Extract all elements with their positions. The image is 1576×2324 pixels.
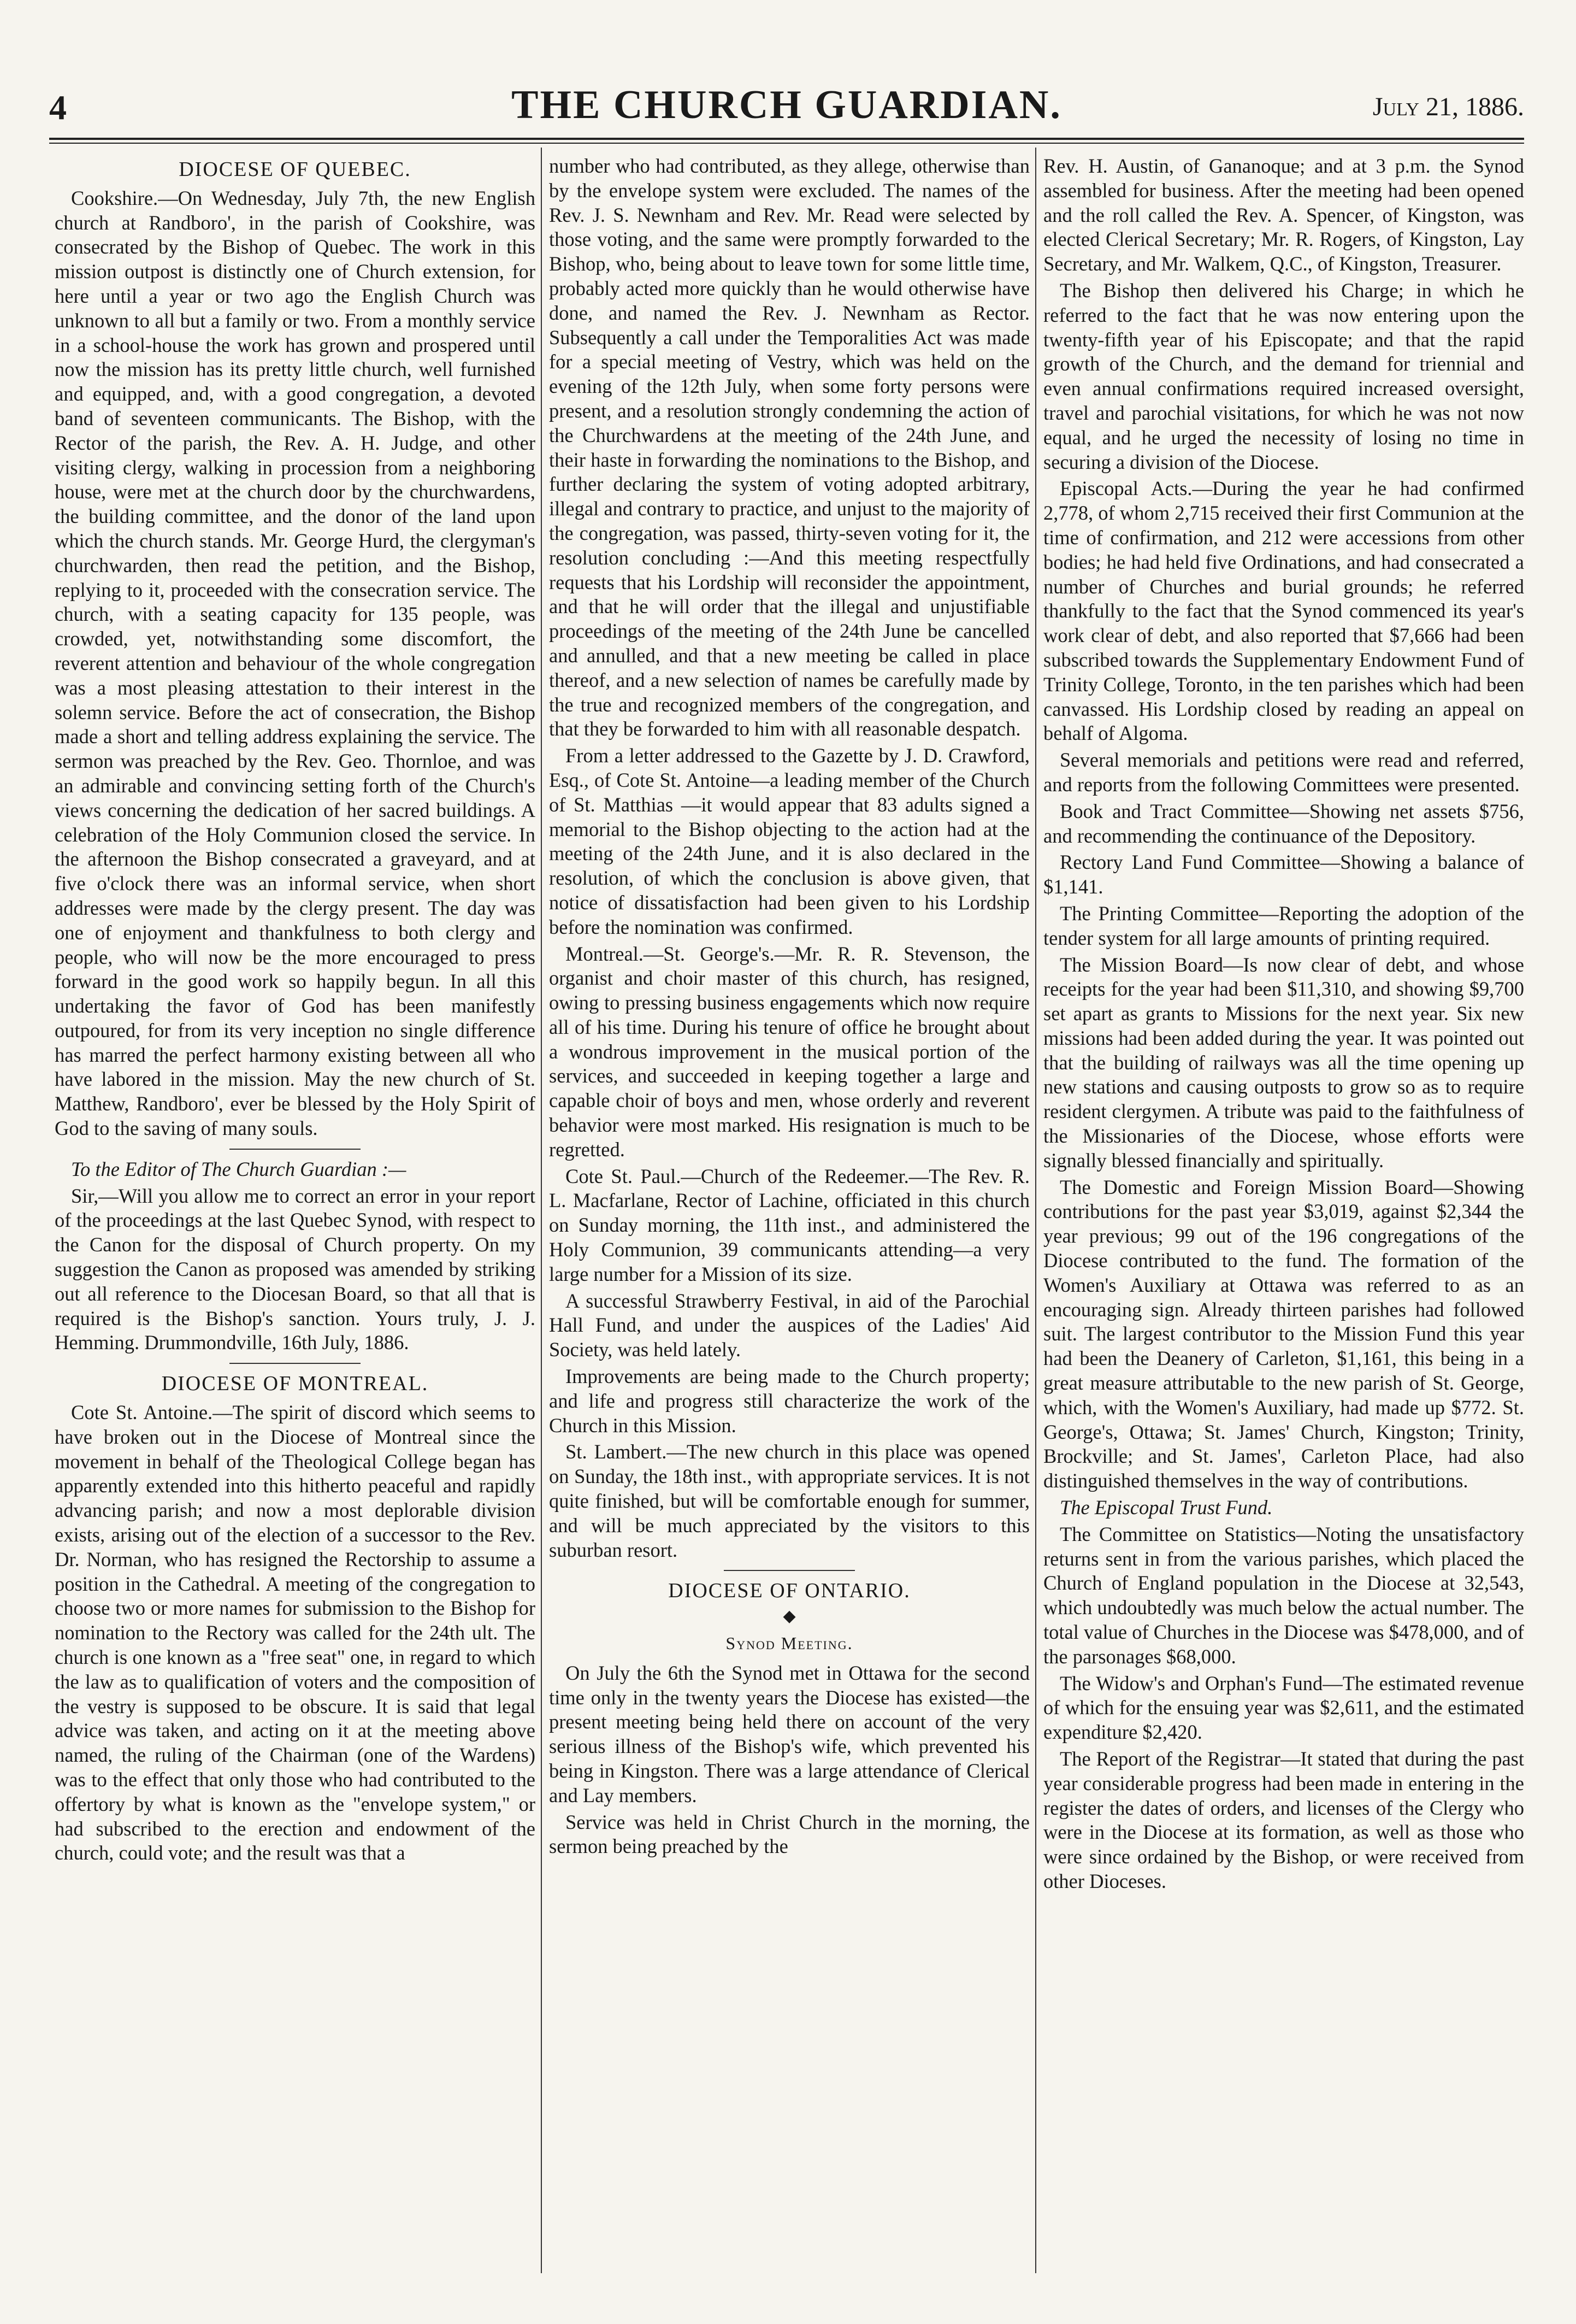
article-episcopal-acts: Episcopal Acts.—During the year he had confirmed 2,778, of whom 2,715 received their first Communion at the time of confirmation, and 212 were accessions from other bodies; he had held five Ordinations, and had consecrated a number of Churches and burial grounds; he referred thankfully to the fact that the Synod commenced its year's work clear of debt, and also reported that $7,666 had been subscribed towards the Supplementary Endowment Fund of Trinity College, Toronto, in the ten parishes which had been canvassed. His Lordship closed by reading an appeal on behalf of Algoma. <box>1043 477 1524 745</box>
report-printing: The Printing Committee—Reporting the adoption of the tender system for all large amounts of printing required. <box>1043 902 1524 949</box>
section-rule <box>724 1570 855 1571</box>
article-cookshire: Cookshire.—On Wednesday, July 7th, the new English church at Randboro', in the parish of Cookshire, was consecrated by the Bishop of Quebec. The work in this mission outpost is distinctly one of Church extension, for here until a year or two ago the English Church was unknown to all but a family or two. From a monthly service in a school-house the work has grown and prospered until now the mission has its pretty little church, well furnished and equipped, and, with a good congregation, a devoted band of seventeen communicants. The Bishop, with the Rector of the parish, the Rev. A. H. Judge, and other visiting clergy, walking in procession from a neighboring house, were met at the church door by the churchwardens, the building committee, and the donor of the land upon which the church stands. Mr. George Hurd, the clergyman's churchwarden, then read the petition, and the Bishop, replying to it, proceeded with the consecration service. The church, with a seating capacity for 135 people, was crowded, yet, notwithstanding some discomfort, the reverent attention and behaviour of the whole congregation was a most pleasing attestation to their interest in the solemn service. Before the act of consecration, the Bishop made a short and telling address explaining the service. The sermon was preached by the Rev. Geo. Thornloe, and was an admirable and convincing setting forth of the Church's views concerning the dedication of her sacred buildings. A celebration of the Holy Communion closed the service. In the afternoon the Bishop consecrated a graveyard, and at five o'clock there was an informal service, when short addresses were made by the clergy present. The day was one of enjoyment and thankfulness to both clergy and people, who will now be the more encouraged to press forward in the good work so happily begun. In all this undertaking the favor of God has been manifestly outpoured, for from its very inception no single difference has marred the perfect harmony existing between all who have labored in the mission. May the new church of St. Matthew, Randboro', ever be blessed by the Holy Spirit of God to the saving of many souls. <box>55 186 535 1140</box>
section-heading-montreal: DIOCESE OF MONTREAL. <box>161 1372 429 1396</box>
report-book-tract: Book and Tract Committee—Showing net assets $756, and recommending the continuance of the Depository. <box>1043 799 1524 847</box>
letter-salutation: To the Editor of The Church Guardian :— <box>71 1157 406 1180</box>
article-gazette-letter: From a letter addressed to the Gazette by J. D. Crawford, Esq., of Cote St. Antoine—a leading member of the Church of St. Matthias —it would appear that 83 adults signed a memorial to the Bishop objecting to the action had at the meeting of the 24th June, and it is also declared in the resolution, of which the conclusion is above given, that notice of dissatisfaction had been given to his Lordship before the nomination was confirmed. <box>549 744 1030 938</box>
article-strawberry-festival: A successful Strawberry Festival, in aid of the Parochial Hall Fund, and under the auspices of the Ladies' Aid Society, was held lately. <box>549 1289 1030 1361</box>
article-st-georges: Montreal.—St. George's.—Mr. R. R. Stevenson, the organist and choir master of this church, has resigned, owing to pressing business engagements which now require all of his time. During his tenure of office he brought about a wondrous improvement in the musical portion of the services, and succeeded in keeping together a large and capable choir of boys and men, whose orderly and reverent behavior were most marked. His resignation is much to be regretted. <box>549 942 1030 1161</box>
article-cote-st-antoine-cont: number who had contributed, as they allege, otherwise than by the envelope system were excluded. The names of the Rev. J. S. Newnham and Rev. Mr. Read were selected by those voting, and the same were promptly forwarded to the Bishop, who, being about to leave town for some little time, probably acted more quickly than he would otherwise have done, and named the Rev. J. Newnham as Rector. Subsequently a call under the Temporalities Act was made for a special meeting of Vestry, which was held on the evening of the 12th July, when some forty persons were present, and a resolution strongly condemning the action of the Churchwardens at the meeting of the 24th June, and their haste in forwarding the nominations to the Bishop, and further declaring the system of voting adopted arbitrary, illegal and contrary to practice, and unjust to the majority of the congregation, was passed, thirty-seven voting for it, the resolution concluding :—And this meeting respectfully requests that his Lordship will reconsider the appointment, and that he will order that the illegal and unjustifiable proceedings of the meeting of the 24th June be cancelled and annulled, and that a new meeting be called in place thereof, and a new selection of names be carefully made by the true and recognized members of the congregation, and that they be forwarded to him with all reasonable despatch. <box>549 155 1030 740</box>
article-cote-st-paul: Cote St. Paul.—Church of the Redeemer.—The Rev. R. L. Macfarlane, Rector of Lachine, officiated in this church on Sunday morning, the 11th inst., and administered the Holy Communion, 39 communicants attending—a very large number for a Mission of its size. <box>549 1164 1030 1285</box>
report-mission-board: The Mission Board—Is now clear of debt, and whose receipts for the year had been $11,310, and showing $9,700 set apart as grants to Missions for the next year. Six new missions had been added during the year. It was pointed out that the building of railways was all the time opening up new stations and causing outposts to grow so as to require resident clergymen. A tribute was paid to the faithfulness of the Missionaries of the Diocese, whose efforts were signally blessed financially and spiritually. <box>1043 953 1524 1172</box>
column-3 <box>1043 154 1524 2274</box>
masthead-rule <box>49 138 1524 144</box>
report-episcopal-trust: The Episcopal Trust Fund. <box>1060 1496 1273 1519</box>
article-cote-st-antoine: Cote St. Antoine.—The spirit of discord which seems to have broken out in the Diocese of Montreal since the movement in behalf of the Theological College began has apparently extended into this hitherto peaceful and rapidly advancing parish; and now a most deplorable division exists, arising out of the election of a successor to the Rev. Dr. Norman, who has resigned the Rectorship to assume a position in the Cathedral. A meeting of the congregation to choose two or more names for submission to the Bishop for nomination to the Rectory was called for the 24th ult. The church is one known as a "free seat" one, in regard to which the law as to qualification of voters and the composition of the vestry is supposed to be obscure. It is said that legal advice was taken, and acting on it at the meeting above named, the ruling of the Chairman (one of the Wardens) was to the effect that only those who had contributed to the offertory by what is known as the "envelope system," or had subscribed to the erection and endowment of the church, could vote; and the result was that a <box>55 1401 535 1864</box>
article-synod-opening: On July the 6th the Synod met in Ottawa for the second time only in the twenty years the Diocese has existed—the present meeting being held there on account of the very serious illness of the Bishop's wife, which prevented his being in Kingston. There was a large attendance of Clerical and Lay members. <box>549 1661 1030 1807</box>
report-domestic-foreign: The Domestic and Foreign Mission Board—Showing contributions for the past year $3,019, against $2,344 the year previous; 99 out of the 196 congregations of the Diocese contributed to the fund. The formation of the Women's Auxiliary at Ottawa was referred to as an encouraging sign. Already thirteen parishes had followed suit. The largest contributor to the Mission Fund this year had been the Deanery of Carleton, $1,161, this being in a great measure attributable to the new parish of St. George, which, with the Women's Auxiliary, had made up $772. St. George's, Ottawa; St. James' Church, Kingston; Trinity, Brockville; and St. James', Carleton Place, had also distinguished themselves in the way of contributions. <box>1043 1175 1524 1492</box>
article-improvements: Improvements are being made to the Church property; and life and progress still characterize the work of the Church in this Mission. <box>549 1365 1030 1437</box>
column-divider <box>541 148 542 2273</box>
column-2 <box>549 154 1030 2274</box>
section-rule <box>229 1149 361 1150</box>
letter-body: Sir,—Will you allow me to correct an error in your report of the proceedings at the last Quebec Synod, with respect to the Canon for the disposal of Church property. On my suggestion the Canon as proposed was amended by striking out all reference to the Diocesan Board, so that all that is required is the Bishop's sanction. Yours truly, J. J. Hemming. Drummondville, 16th July, 1886. <box>55 1184 535 1354</box>
ornament-icon: ◆ <box>783 1607 796 1626</box>
subheading-synod-meeting: Synod Meeting. <box>725 1633 853 1654</box>
newspaper-title: THE CHURCH GUARDIAN. <box>511 83 1062 127</box>
issue-date: July 21, 1886. <box>1372 92 1524 121</box>
page-number: 4 <box>49 88 67 127</box>
report-statistics: The Committee on Statistics—Noting the unsatisfactory returns sent in from the various parishes, which placed the Church of England population in the Diocese at 32,543, which undoubtedly was much below the actual number. The total value of Churches in the Diocese was $478,000, and of the parsonages $68,000. <box>1043 1522 1524 1668</box>
column-1 <box>55 154 535 2274</box>
article-synod-cont: Rev. H. Austin, of Gananoque; and at 3 p.m. the Synod assembled for business. After the meeting had been opened and the roll called the Rev. A. Spencer, of Kingston, was elected Clerical Secretary; Mr. R. Rogers, of Kingston, Lay Secretary, and Mr. Walkem, Q.C., of Kingston, Treasurer. <box>1043 155 1524 275</box>
article-memorials: Several memorials and petitions were read and referred, and reports from the following Committees were presented. <box>1043 749 1524 796</box>
section-heading-ontario: DIOCESE OF ONTARIO. <box>668 1579 911 1603</box>
masthead <box>49 82 1524 137</box>
column-divider <box>1035 148 1036 2273</box>
report-widows-orphans: The Widow's and Orphan's Fund—The estimated revenue of which for the ensuing year was $2,611, and the estimated expenditure $2,420. <box>1043 1672 1524 1744</box>
report-registrar: The Report of the Registrar—It stated that during the past year considerable progress had been made in entering in the register the dates of orders, and licenses of the Clergy who were in the Diocese at its formation, as well as those who were since ordained by the Bishop, or were received from other Dioceses. <box>1043 1748 1524 1892</box>
section-rule <box>229 1363 361 1364</box>
report-rectory-land: Rectory Land Fund Committee—Showing a balance of $1,141. <box>1043 851 1524 898</box>
article-st-lambert: St. Lambert.—The new church in this place was opened on Sunday, the 18th inst., with appropriate services. It is not quite finished, but will be comfortable enough for summer, and will be much appreciated by the visitors to this suburban resort. <box>549 1440 1030 1561</box>
section-heading-quebec: DIOCESE OF QUEBEC. <box>179 158 411 181</box>
article-synod-service: Service was held in Christ Church in the morning, the sermon being preached by the <box>549 1810 1030 1858</box>
article-bishop-charge: The Bishop then delivered his Charge; in which he referred to the fact that he was now entering upon the twenty-fifth year of his Episcopate; and that the rapid growth of the Church, and the demand for triennial and even annual confirmations required increased oversight, travel and parochial visitations, for which he was not now equal, and he urged the necessity of losing no time in securing a division of the Diocese. <box>1043 279 1524 473</box>
